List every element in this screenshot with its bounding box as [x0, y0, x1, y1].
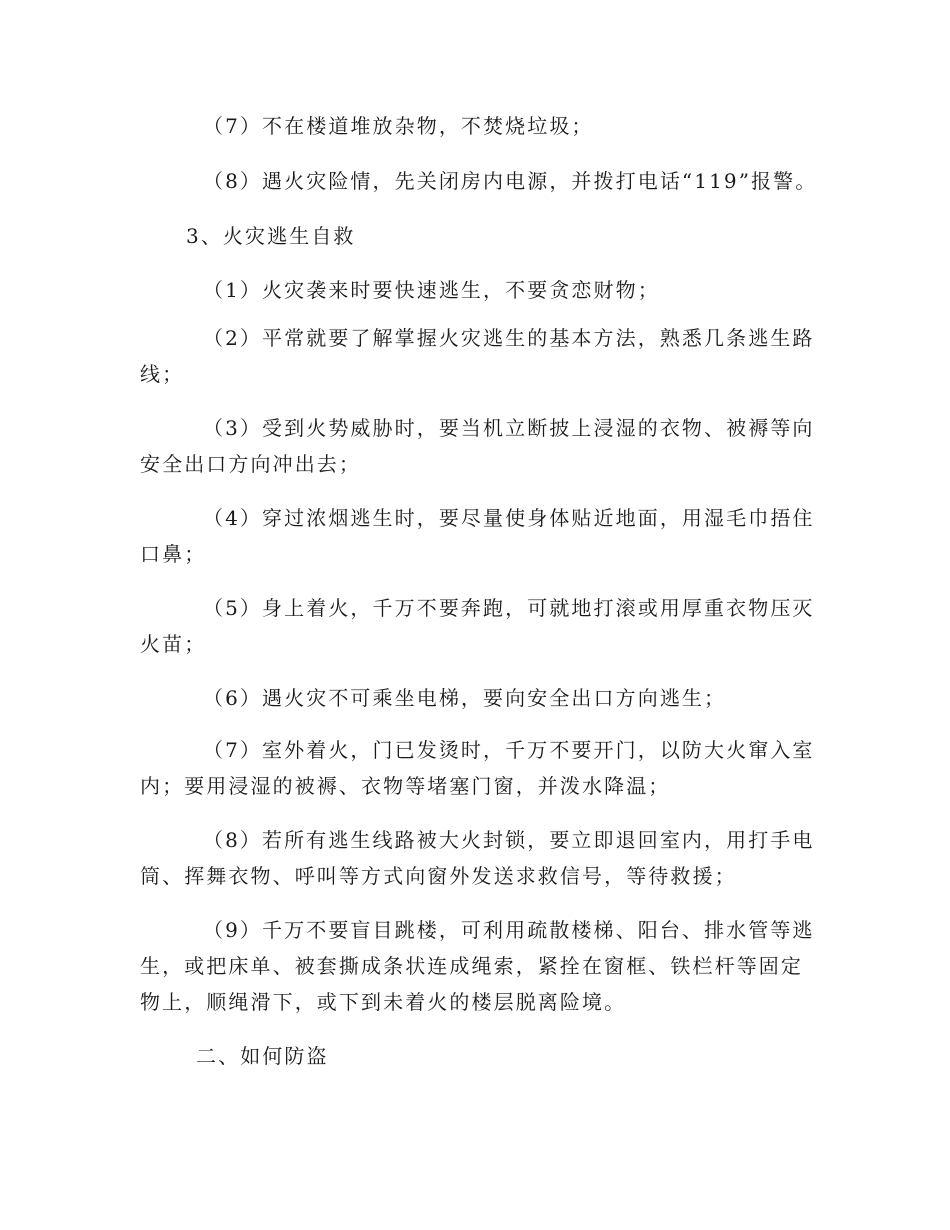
escape-item-5-line-1: （5）身上着火，千万不要奔跑，可就地打滚或用厚重衣物压灭 — [203, 596, 815, 620]
escape-item-9-line-1: （9）千万不要盲目跳楼，可利用疏散楼梯、阳台、排水管等逃 — [203, 918, 815, 942]
escape-item-4-line-2: 口鼻； — [140, 542, 207, 566]
escape-item-7-line-2: 内；要用浸湿的被褥、衣物等堵塞门窗，并泼水降温； — [140, 774, 671, 798]
escape-item-9-line-3: 物上，顺绳滑下，或下到未着火的楼层脱离险境。 — [140, 990, 627, 1014]
escape-item-6-line-1: （6）遇火灾不可乘坐电梯，要向安全出口方向逃生； — [203, 686, 727, 710]
section-3-heading: 3、火灾逃生自救 — [186, 224, 356, 248]
escape-item-3-line-1: （3）受到火势威胁时，要当机立断披上浸湿的衣物、被褥等向 — [203, 416, 815, 440]
paragraph-prevention-7: （7）不在楼道堆放杂物，不焚烧垃圾； — [203, 114, 594, 138]
paragraph-prevention-8: （8）遇火灾险情，先关闭房内电源，并拨打电话“119”报警。 — [203, 169, 818, 193]
section-2-heading: 二、如何防盗 — [196, 1044, 329, 1068]
escape-item-5-line-2: 火苗； — [140, 632, 207, 656]
escape-item-2-line-1: （2）平常就要了解掌握火灾逃生的基本方法，熟悉几条逃生路 — [203, 326, 815, 350]
escape-item-7-line-1: （7）室外着火，门已发烫时，千万不要开门，以防大火窜入室 — [203, 738, 815, 762]
escape-item-8-line-1: （8）若所有逃生线路被大火封锁，要立即退回室内，用打手电 — [203, 828, 815, 852]
escape-item-1-line-1: （1）火灾袭来时要快速逃生，不要贪恋财物； — [203, 278, 660, 302]
escape-item-2-line-2: 线； — [140, 362, 185, 386]
escape-item-4-line-1: （4）穿过浓烟逃生时，要尽量使身体贴近地面，用湿毛巾捂住 — [203, 506, 815, 530]
escape-item-9-line-2: 生，或把床单、被套撕成条状连成绳索，紧拴在窗框、铁栏杆等固定 — [140, 954, 803, 978]
escape-item-8-line-2: 筒、挥舞衣物、呼叫等方式向窗外发送求救信号，等待救援； — [140, 864, 737, 888]
escape-item-3-line-2: 安全出口方向冲出去； — [140, 452, 361, 476]
